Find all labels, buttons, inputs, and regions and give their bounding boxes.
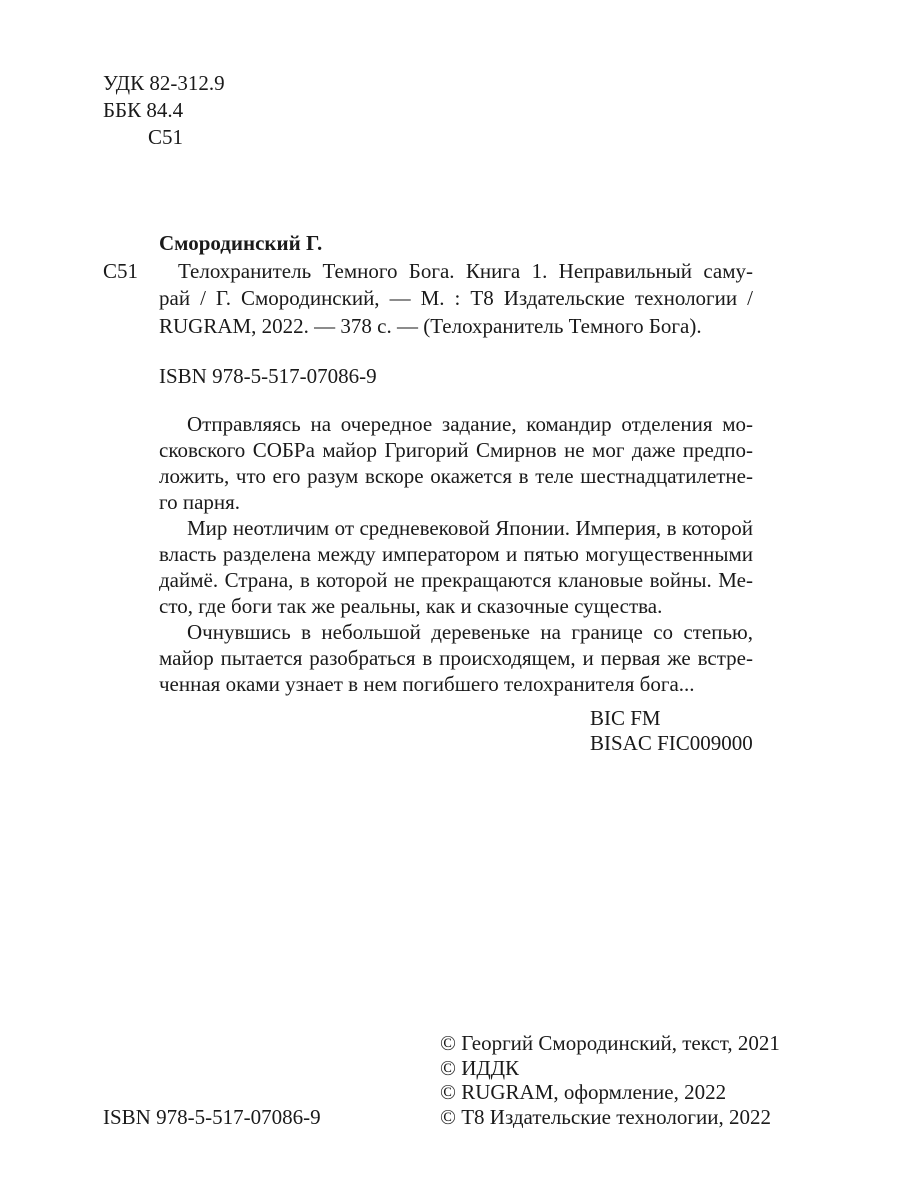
entry-description-line: рай / Г. Смородинский, — М. : Т8 Издательские технологии / (159, 286, 753, 310)
footer-isbn: ISBN 978-5-517-07086-9 (103, 1105, 321, 1129)
entry-author: Смородинский Г. (159, 231, 323, 255)
author-mark: С51 (148, 125, 184, 149)
copyright-line: © RUGRAM, оформление, 2022 (440, 1080, 727, 1104)
annotation-line: майор пытается разобраться в происходящем, и первая же встре- (159, 646, 753, 670)
copyright-line: © Т8 Издательские технологии, 2022 (440, 1105, 771, 1129)
udk-code: УДК 82-312.9 (103, 71, 225, 95)
annotation-line: Мир неотличим от средневековой Японии. Империя, в которой (187, 516, 753, 540)
annotation-line: ченная оками узнает в нем погибшего телохранителя бога... (159, 672, 695, 696)
entry-isbn: ISBN 978-5-517-07086-9 (159, 364, 377, 388)
annotation-line: власть разделена между императором и пятью могущественными (159, 542, 753, 566)
copyright-line: © Георгий Смородинский, текст, 2021 (440, 1031, 780, 1055)
bisac-code: BISAC FIC009000 (590, 731, 753, 755)
annotation-line: даймё. Страна, в которой не прекращаются клановые войны. Ме- (159, 568, 753, 592)
bic-code: BIC FM (590, 706, 661, 730)
annotation-line: Отправляясь на очередное задание, командир отделения мо- (187, 412, 753, 436)
annotation-line: сковского СОБРа майор Григорий Смирнов не мог даже предпо- (159, 438, 753, 462)
entry-mark: С51 (103, 259, 139, 283)
bbk-code: ББК 84.4 (103, 98, 184, 122)
copyright-line: © ИДДК (440, 1056, 520, 1080)
entry-description-line: Телохранитель Темного Бога. Книга 1. Неправильный саму- (178, 259, 753, 283)
annotation-line: го парня. (159, 490, 241, 514)
entry-description-line: RUGRAM, 2022. — 378 с. — (Телохранитель Темного Бога). (159, 314, 702, 338)
annotation-line: Очнувшись в небольшой деревеньке на границе со степью, (187, 620, 753, 644)
annotation-line: сто, где боги так же реальны, как и сказочные существа. (159, 594, 663, 618)
annotation-line: ложить, что его разум вскоре окажется в теле шестнадцатилетне- (159, 464, 753, 488)
